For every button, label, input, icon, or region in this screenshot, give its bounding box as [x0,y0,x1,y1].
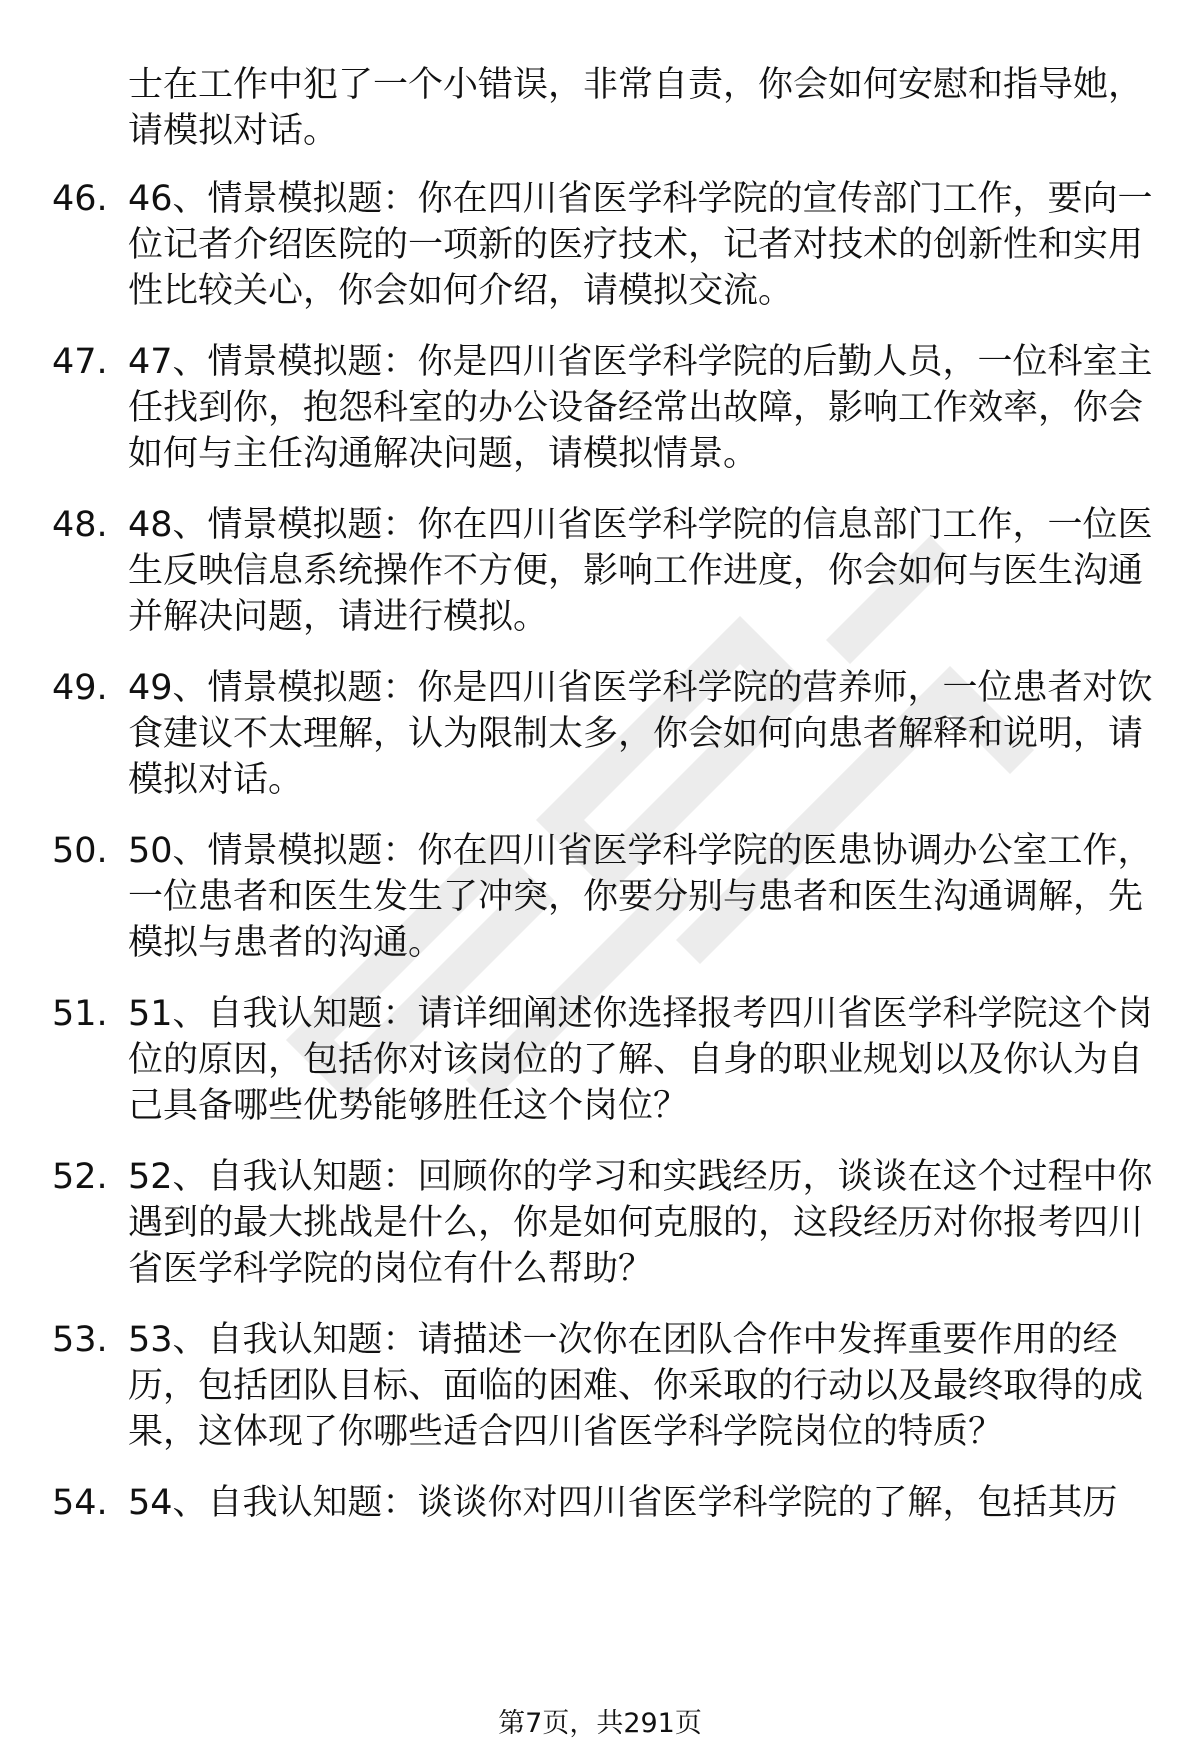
question-text: 53、自我认知题：请描述一次你在团队合作中发挥重要作用的经历，包括团队目标、面临的困难、你采取的行动以及最终取得的成果，这体现了你哪些适合四川省医学科学院岗位的特质？ [128,1320,1144,1452]
question-text: 49、情景模拟题：你是四川省医学科学院的营养师，一位患者对饮食建议不太理解，认为限制太多，你会如何向患者解释和说明，请模拟对话。 [128,668,1153,800]
question-text: 47、情景模拟题：你是四川省医学科学院的后勤人员，一位科室主任找到你，抱怨科室的办公设备经常出故障，影响工作效率，你会如何与主任沟通解决问题，请模拟情景。 [128,342,1153,474]
question-text: 48、情景模拟题：你在四川省医学科学院的信息部门工作，一位医生反映信息系统操作不方便，影响工作进度，你会如何与医生沟通并解决问题，请进行模拟。 [128,505,1153,637]
question-number: 52. [52,1157,108,1197]
continuation-text: 士在工作中犯了一个小错误，非常自责，你会如何安慰和指导她，请模拟对话。 [128,65,1144,151]
question-text: 50、情景模拟题：你在四川省医学科学院的医患协调办公室工作，一位患者和医生发生了冲突，你要分别与患者和医生沟通调解，先模拟与患者的沟通。 [128,831,1153,963]
question-number: 47. [52,342,108,382]
page-footer: 第7页，共291页 [498,1708,702,1739]
question-number: 51. [52,994,108,1034]
question-number: 49. [52,668,108,708]
question-text: 54、自我认知题：谈谈你对四川省医学科学院的了解，包括其历 [128,1483,1118,1523]
question-number: 50. [52,831,108,871]
question-number: 48. [52,505,108,545]
question-number: 46. [52,179,108,219]
question-text: 46、情景模拟题：你在四川省医学科学院的宣传部门工作，要向一位记者介绍医院的一项新的医疗技术，记者对技术的创新性和实用性比较关心，你会如何介绍，请模拟交流。 [128,179,1153,311]
question-number: 53. [52,1320,108,1360]
question-number: 54. [52,1483,108,1523]
question-text: 51、自我认知题：请详细阐述你选择报考四川省医学科学院这个岗位的原因，包括你对该岗位的了解、自身的职业规划以及你认为自己具备哪些优势能够胜任这个岗位？ [128,994,1153,1126]
question-text: 52、自我认知题：回顾你的学习和实践经历，谈谈在这个过程中你遇到的最大挑战是什么，你是如何克服的，这段经历对你报考四川省医学科学院的岗位有什么帮助？ [128,1157,1153,1289]
